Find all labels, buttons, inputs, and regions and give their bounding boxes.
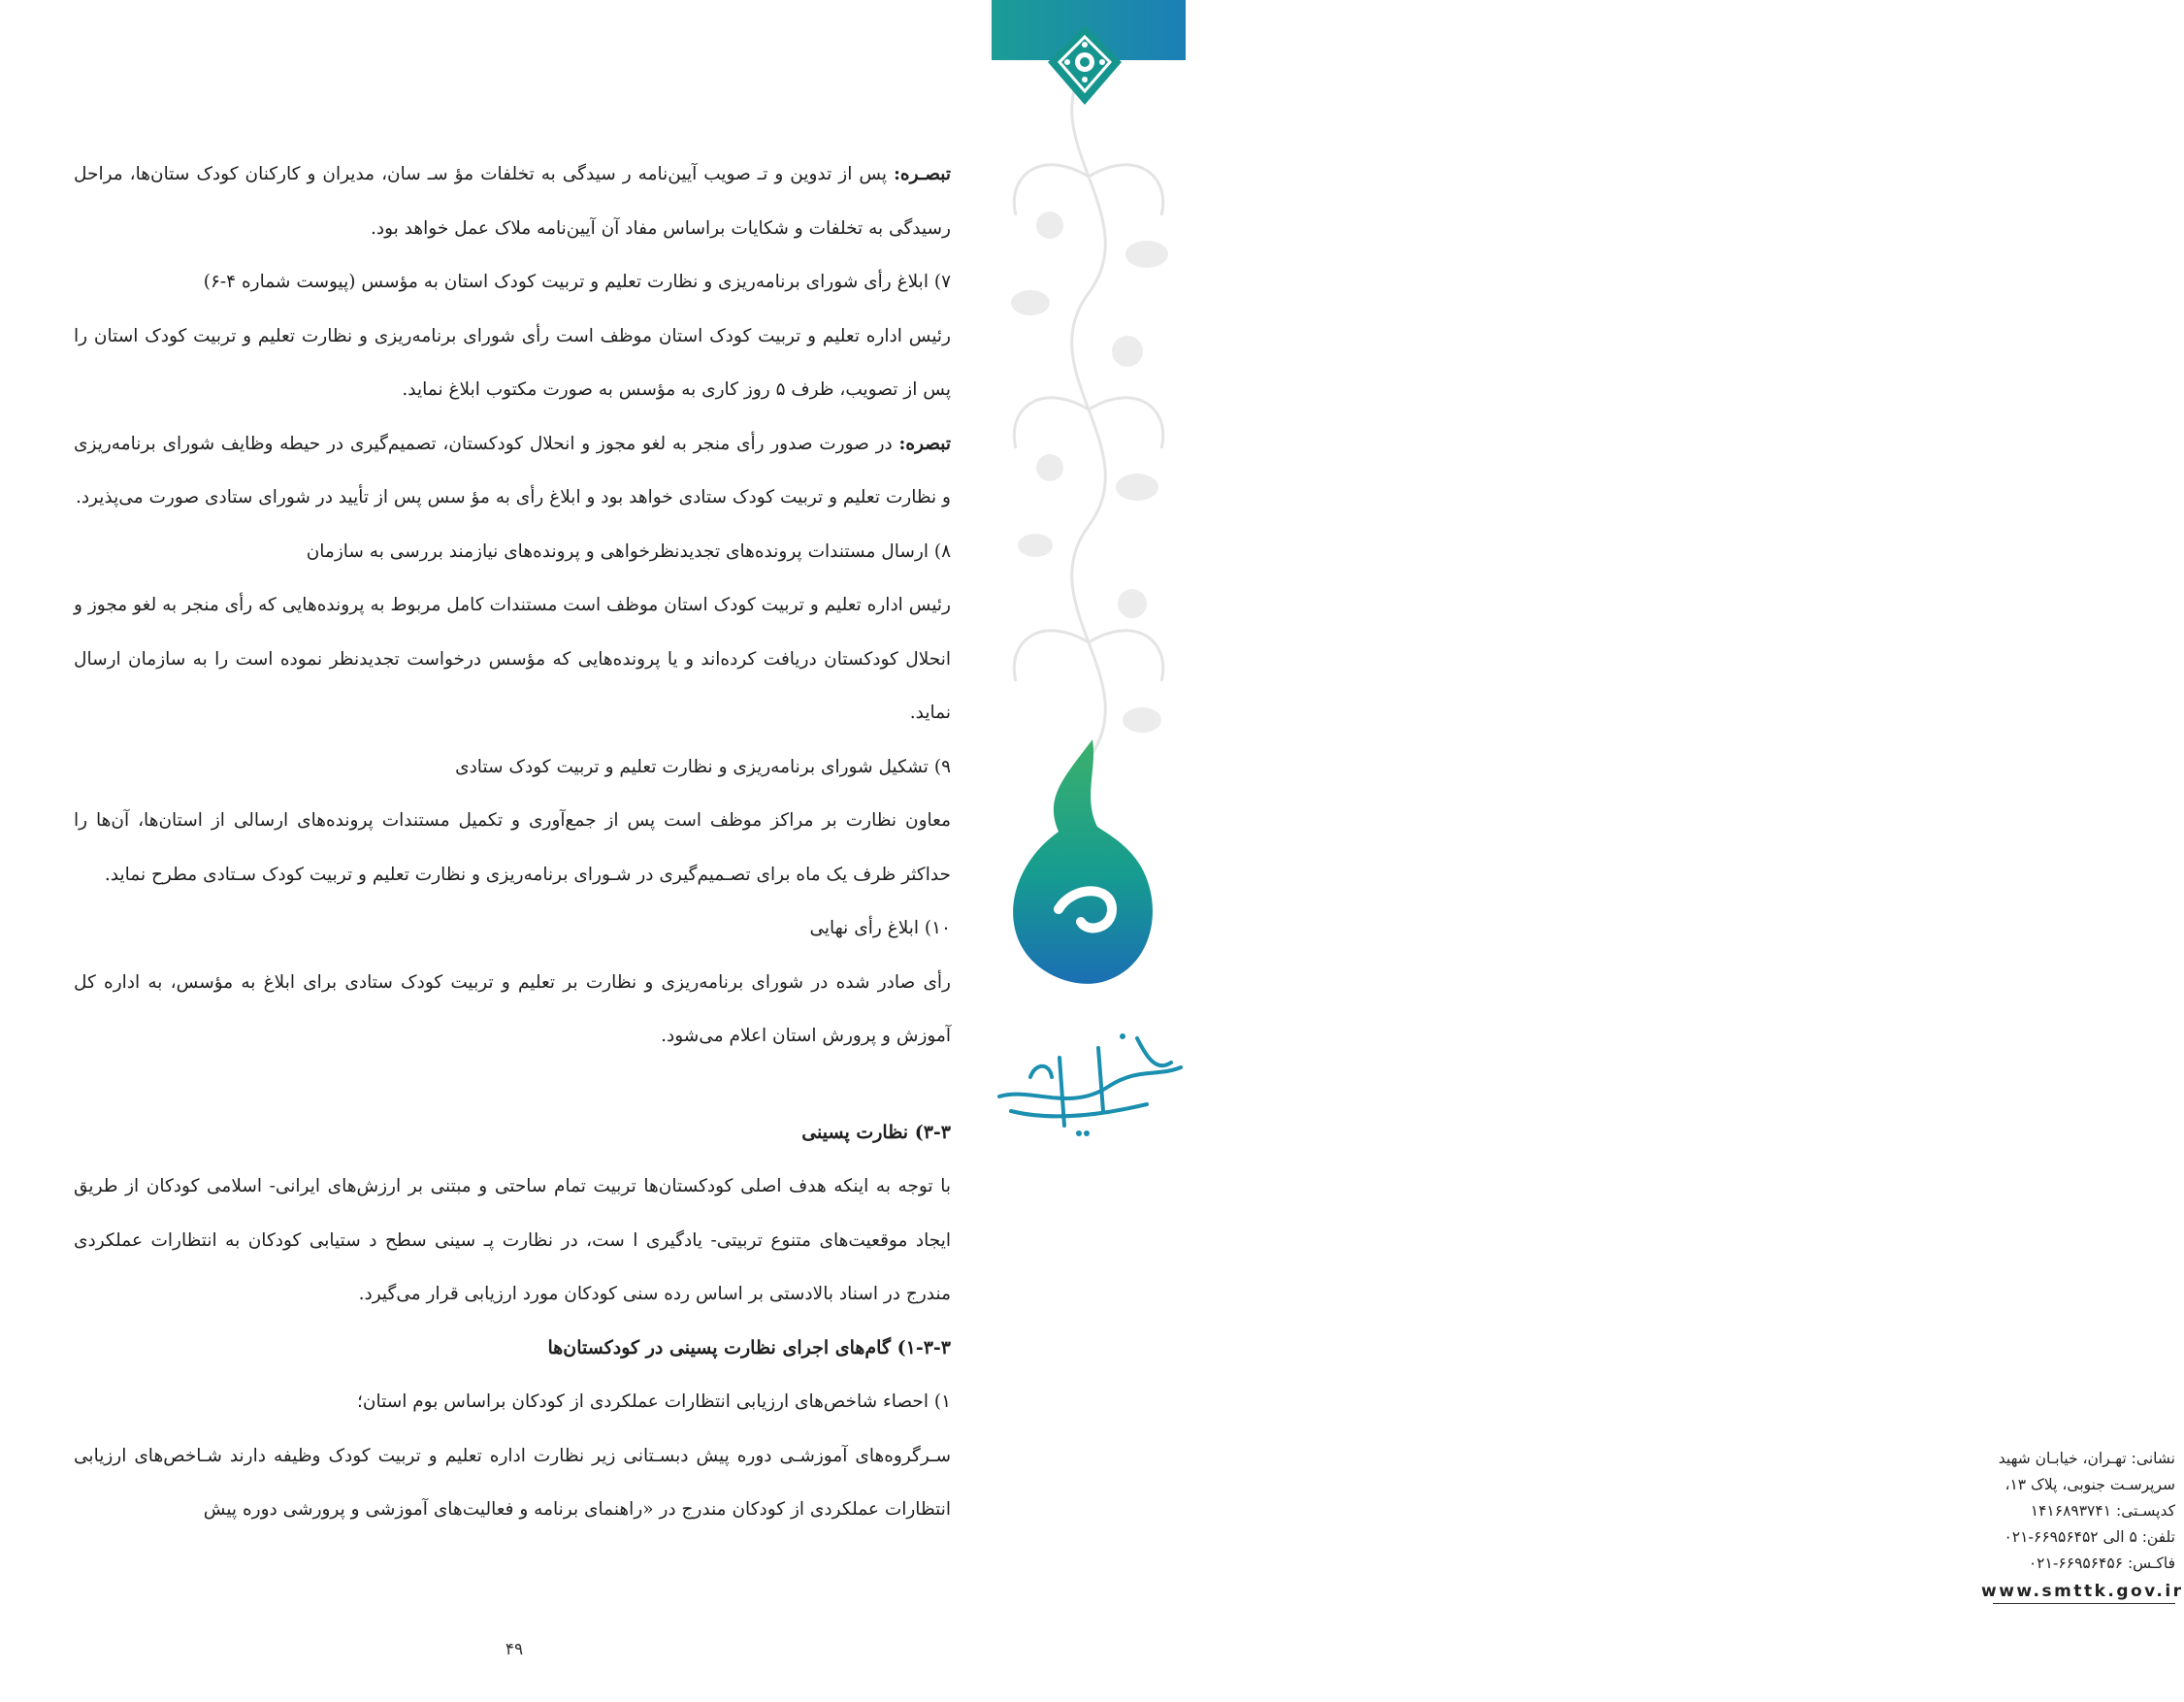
subsection-heading: ۱-۳-۳) گام‌های اجرای نظارت پسینی در کودکستان‌ها xyxy=(547,1336,951,1358)
phone-number: تلفن: ۵ الی ۶۶۹۵۶۴۵۲-۰۲۱ xyxy=(2004,1528,2175,1546)
body-paragraph: رئیس اداره تعلیم و تربیت کودک استان موظف است مستندات کامل مربوط به پرونده‌هایی که رأی منجر به لغو مجوز و انحلال کودکستان دریافت کرده‌اند و یا پرونده‌هایی که مؤسس درخواست تجدیدنظر نموده است را به سازمان ارسال نماید. xyxy=(74,595,951,723)
numbered-step: ۸) ارسال مستندات پرونده‌های تجدیدنظرخواهی و پرونده‌های نیازمند بررسی به سازمان xyxy=(306,540,951,562)
body-paragraph: رأی صادر شده در شورای برنامه‌ریزی و نظارت بر تعلیم و تربیت کودک ستادی برای ابلاغ به مؤسس، به اداره کل آموزش و پرورش استان اعلام می‌شود. xyxy=(74,971,951,1046)
section-spacer xyxy=(74,1064,951,1106)
numbered-step: ۱) احصاء شاخص‌های ارزیابی انتظارات عملکردی از کودکان براساس بوم استان؛ xyxy=(357,1391,951,1412)
note-paragraph xyxy=(74,417,951,525)
islamic-ornament-emblem-icon xyxy=(1044,23,1125,107)
numbered-step: ۹) تشکیل شورای برنامه‌ریزی و نظارت تعلیم و تربیت کودک ستادی xyxy=(455,756,951,777)
organization-calligraphy-logo xyxy=(992,1019,1186,1145)
note-label: تبصـره: xyxy=(894,164,951,184)
fax-number: فاکـس: ۶۶۹۵۶۴۵۶-۰۲۱ xyxy=(2028,1555,2175,1572)
body-paragraph: سـرگروه‌های آموزشـی دوره پیش دبسـتانی زیر نظارت اداره تعلیم و تربیت کودک وظیفه دارند شـاخص‌های ارزیابی انتظارات عملکردی از کودکان مندرج در «راهنمای برنامه و فعالیت‌های آموزشی و پرورشی دوره پیش xyxy=(74,1445,951,1520)
postal-code: کدپسـتی: ۱۴۱۶۸۹۳۷۴۱ xyxy=(2030,1502,2175,1520)
note-paragraph xyxy=(74,147,951,255)
note-text: پس از تدوین و تـ صویب آیین‌نامه ر سیدگی به تخلفات مؤ سـ سان، مدیران و کارکنان کودک ستان‌ها، مراحل رسیدگی به تخلفات و شکایات براساس مفاد آن آیین‌نامه ملاک عمل خواهد بود. xyxy=(74,164,951,239)
numbered-step: ۱۰) ابلاغ رأی نهایی xyxy=(809,918,951,938)
numbered-step: ۷) ابلاغ رأی شورای برنامه‌ریزی و نظارت تعلیم و تربیت کودک استان به مؤسس (پیوست شماره ۴-۶) xyxy=(203,272,951,292)
decorative-side-band xyxy=(992,0,2184,1702)
contact-address-block xyxy=(1981,1446,2184,1604)
body-paragraph: رئیس اداره تعلیم و تربیت کودک استان موظف است رأی شورای برنامه‌ریزی و نظارت تعلیم و تربیت کودک استان را پس از تصویب، ظرف ۵ روز کاری به مؤسس به صورت مکتوب ابلاغ نماید. xyxy=(74,325,951,400)
blue-green-drop-logo-icon xyxy=(1005,739,1160,990)
address-line: سرپرسـت جنوبی، پلاک ۱۳، xyxy=(2005,1476,2175,1493)
section-heading: ۳-۳) نظارت پسینی xyxy=(801,1121,951,1143)
website-link[interactable]: www.smttk.gov.ir xyxy=(1981,1582,2184,1601)
body-paragraph: معاون نظارت بر مراکز موظف است پس از جمع‌آوری و تکمیل مستندات پرونده‌های ارسالی از استان‌ها، آن‌ها را حداکثر ظرف یک ماه برای تصـمیم‌گیری در شـورای برنامه‌ریزی و نظارت تعلیم و تربیت کودک سـتادی مطرح نماید. xyxy=(74,810,951,885)
address-line: نشانی: تهـران، خیابـان شهید xyxy=(1998,1450,2175,1467)
note-label: تبصره: xyxy=(898,433,951,454)
body-paragraph: با توجه به اینکه هدف اصلی کودکستان‌ها تربیت تمام ساحتی و مبتنی بر ارزش‌های ایرانی- اسلامی کودکان از طریق ایجاد موقعیت‌های متنوع تربیتی- یادگیری ا ست، در نظارت پـ سینی سطح د ستیابی کودکان به انتظارات عملکردی مندرج در اسناد بالادستی بر اساس رده سنی کودکان مورد ارزیابی قرار می‌گیرد. xyxy=(74,1176,951,1304)
note-text: در صورت صدور رأی منجر به لغو مجوز و انحلال کودکستان، تصمیم‌گیری در حیطه وظایف شورای برنامه‌ریزی و نظارت تعلیم و تربیت کودک ستادی خواهد بود و ابلاغ رأی به مؤ سس پس از تأیید در شورای ستادی صورت می‌پذیرد. xyxy=(74,433,951,507)
document-body xyxy=(74,147,951,1537)
page-number: ۴۹ xyxy=(505,1640,524,1659)
